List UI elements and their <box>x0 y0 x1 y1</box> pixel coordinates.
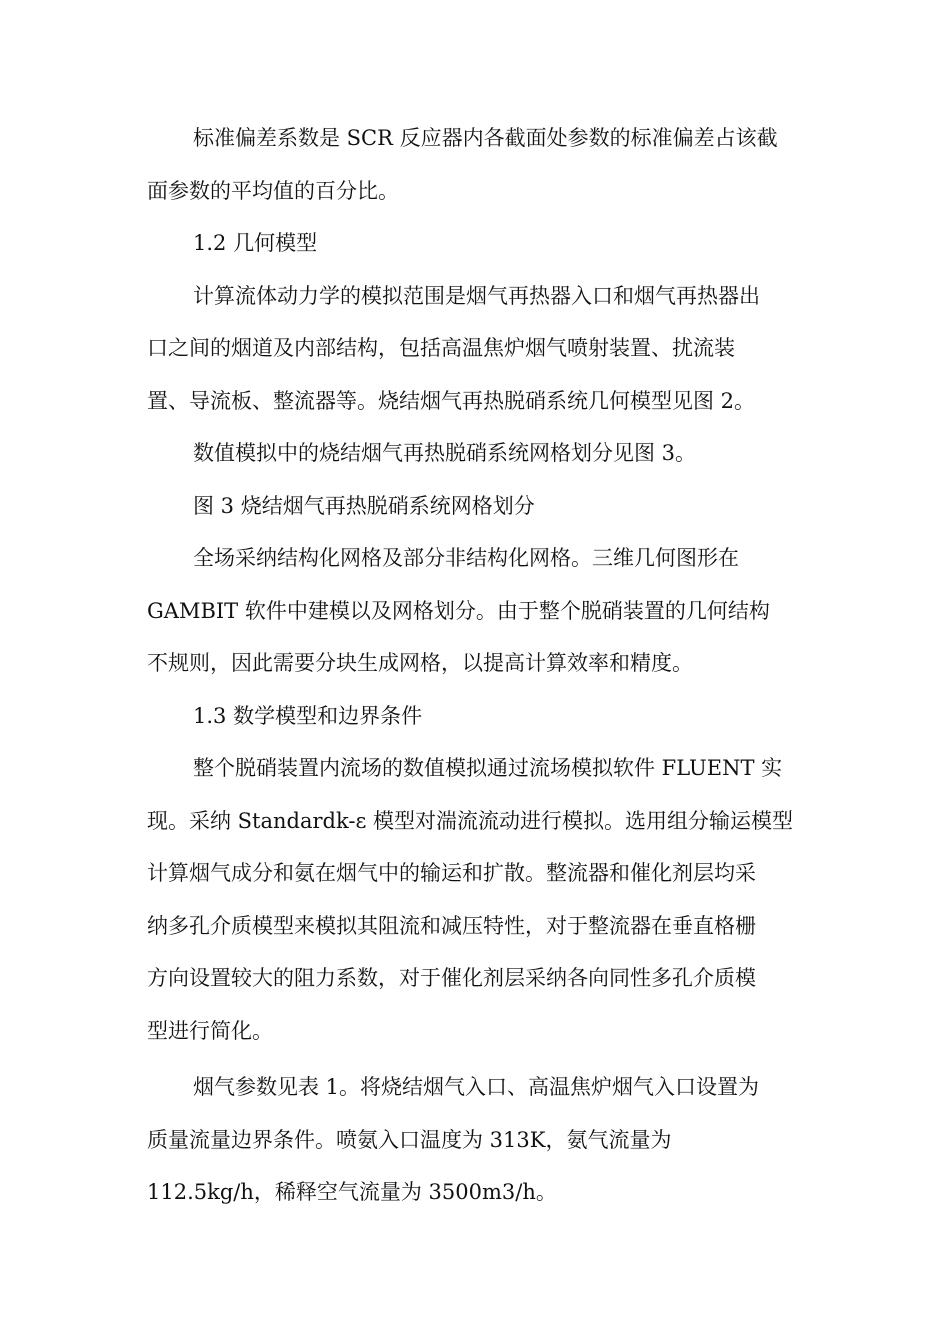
text-line: 面参数的平均值的百分比。 <box>147 178 399 203</box>
heading-text: 1.2 几何模型 <box>193 231 318 255</box>
section-heading-math-model <box>147 690 807 743</box>
caption-text: 图 3 烧结烟气再热脱硝系统网格划分 <box>193 493 535 518</box>
paragraph-std-deviation <box>147 112 807 217</box>
paragraph-boundary-conditions <box>147 1061 807 1219</box>
text-line: 烟气参数见表 1。将烧结烟气入口、高温焦炉烟气入口设置为 <box>193 1075 760 1099</box>
text-line: 质量流量边界条件。喷氨入口温度为 313K，氨气流量为 <box>147 1127 672 1152</box>
text-line: 数值模拟中的烧结烟气再热脱硝系统网格划分见图 3。 <box>193 441 697 465</box>
paragraph-mesh-description <box>147 532 807 690</box>
text-line: 置、导流板、整流器等。烧结烟气再热脱硝系统几何模型见图 2。 <box>147 388 756 413</box>
figure-caption-mesh <box>147 480 807 533</box>
text-line: 整个脱硝装置内流场的数值模拟通过流场模拟软件 FLUENT 实 <box>193 756 783 780</box>
text-line: 计算烟气成分和氨在烟气中的输运和扩散。整流器和催化剂层均采 <box>147 861 756 885</box>
text-line: 口之间的烟道及内部结构，包括高温焦炉烟气喷射装置、扰流装 <box>147 336 735 360</box>
text-line: 现。采纳 Standardk-ε 模型对湍流流动进行模拟。选用组分输运模型 <box>147 808 793 833</box>
text-line: 计算流体动力学的模拟范围是烟气再热器入口和烟气再热器出 <box>193 283 760 308</box>
paragraph-mesh-reference <box>147 427 807 480</box>
text-line: 方向设置较大的阻力系数，对于催化剂层采纳各向同性多孔介质模 <box>147 966 756 990</box>
document-body <box>147 112 807 1219</box>
paragraph-cfd-range <box>147 270 807 428</box>
text-line: 型进行简化。 <box>147 1018 273 1043</box>
text-line: 不规则，因此需要分块生成网格，以提高计算效率和精度。 <box>147 651 693 675</box>
text-line: GAMBIT 软件中建模以及网格划分。由于整个脱硝装置的几何结构 <box>147 598 770 623</box>
text-line: 标准偏差系数是 SCR 反应器内各截面处参数的标准偏差占该截 <box>193 126 778 150</box>
heading-text: 1.3 数学模型和边界条件 <box>193 703 423 728</box>
text-line: 纳多孔介质模型来模拟其阻流和减压特性，对于整流器在垂直格栅 <box>147 913 756 938</box>
paragraph-fluent-simulation <box>147 742 807 1057</box>
section-heading-geometry-model <box>147 217 807 270</box>
text-line: 112.5kg/h，稀释空气流量为 3500m3/h。 <box>147 1180 557 1204</box>
text-line: 全场采纳结构化网格及部分非结构化网格。三维几何图形在 <box>193 546 739 570</box>
